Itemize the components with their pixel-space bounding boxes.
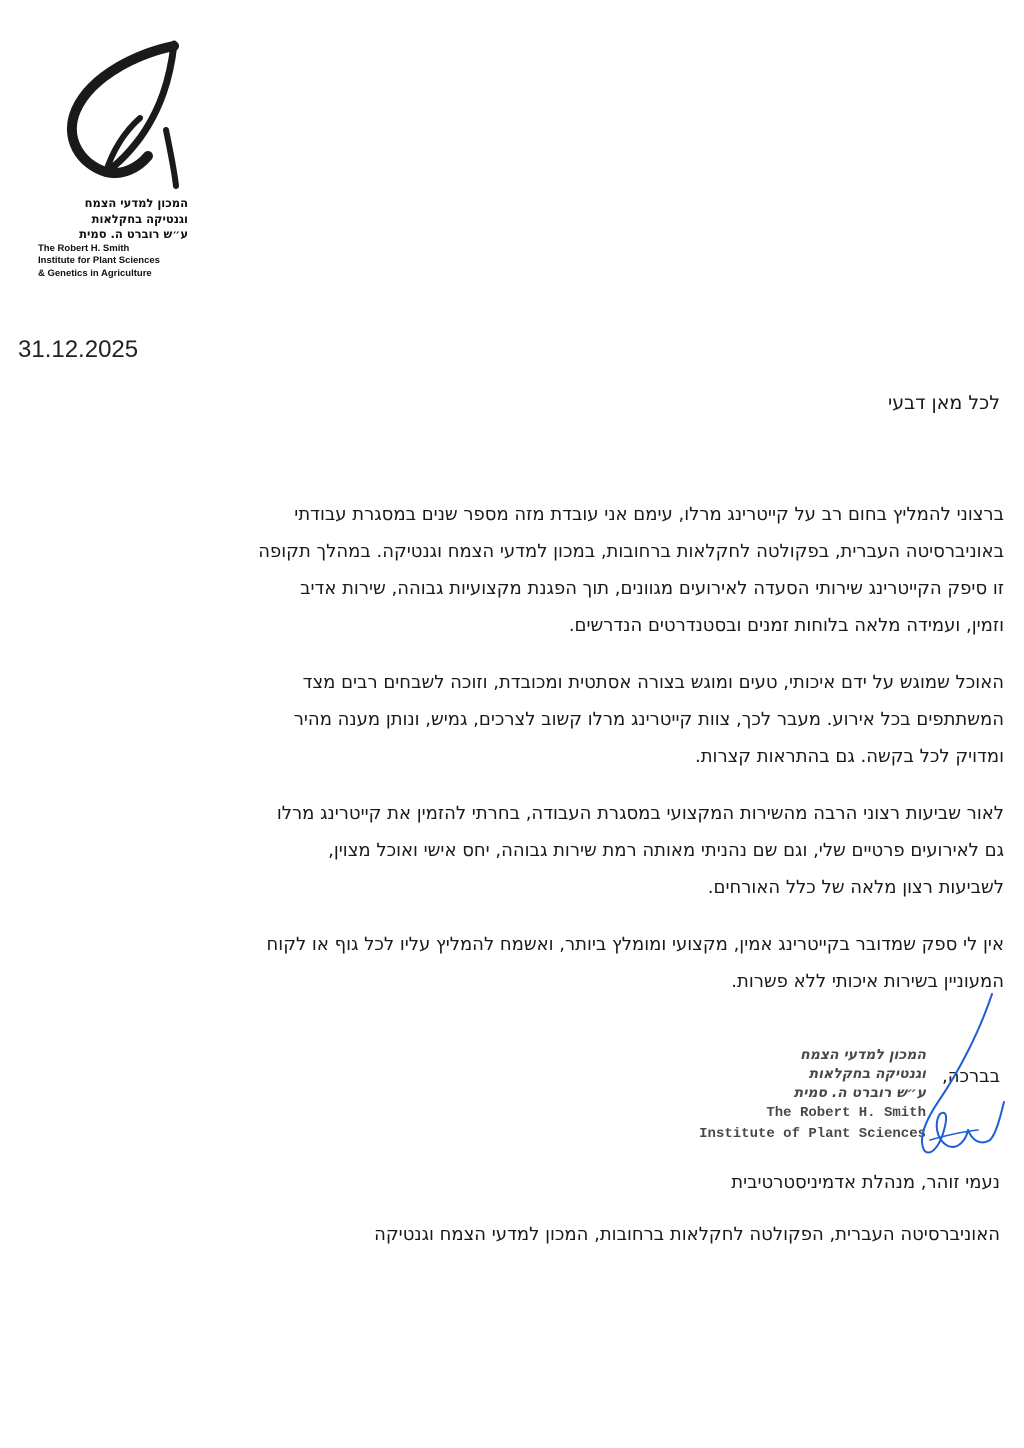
paragraph-line: המשתתפים בכל אירוע. מעבר לכך, צוות קייטרינג מרלו קשוב לצרכים, גמיש, ונותן מענה מהיר xyxy=(293,709,1004,730)
paragraph-line: גם לאירועים פרטיים שלי, וגם שם נהניתי מאותה רמת שירות גבוהה, יחס אישי ואוכל מצוין, xyxy=(328,840,1004,861)
stamp-english-line: The Robert H. Smith xyxy=(766,1105,926,1121)
stamp-hebrew-line: המכון למדעי הצמח xyxy=(800,1047,926,1063)
logo-english-line: & Genetics in Agriculture xyxy=(38,267,152,279)
paragraph-line: לאור שביעות רצוני הרבה מהשירות המקצועי במסגרת העבודה, בחרתי להזמין את קייטרינג מרלו xyxy=(276,803,1004,824)
letter-closing: בברכה, xyxy=(942,1066,1000,1087)
logo-english-line: The Robert H. Smith xyxy=(38,242,130,254)
logo-hebrew-line: וגנטיקה בחקלאות xyxy=(91,211,188,226)
letter-body xyxy=(18,496,1004,1020)
paragraph-line: זו סיפק הקייטרינג שירותי הסעדה לאירועים מגוונים, תוך הפגנת מקצועיות גבוהה, שירות אדיב xyxy=(300,578,1004,599)
paragraph-line: ברצוני להמליץ בחום רב על קייטרינג מרלו, עימם אני עובדת מזה מספר שנים במסגרת עבודתי xyxy=(294,504,1004,525)
paragraph-line: האוכל שמוגש על ידם איכותי, טעים ומוגש בצורה אסתטית ומכובדת, וזוכה לשבחים רבים מצד xyxy=(302,672,1004,693)
paragraph xyxy=(18,496,1004,644)
letter-signer: נעמי זוהר, מנהלת אדמיניסטרטיבית xyxy=(731,1172,1000,1193)
letter-footer-affiliation: האוניברסיטה העברית, הפקולטה לחקלאות ברחובות, המכון למדעי הצמח וגנטיקה xyxy=(374,1224,1000,1245)
paragraph-line: וזמין, ועמידה מלאה בלוחות זמנים ובסטנדרטים הנדרשים. xyxy=(568,615,1004,636)
logo-english-line: Institute for Plant Sciences xyxy=(38,255,160,266)
paragraph-line: המעוניין בשירות איכותי ללא פשרות. xyxy=(731,971,1004,992)
paragraph-line: ומדויק לכל בקשה. גם בהתראות קצרות. xyxy=(694,746,1004,767)
paragraph xyxy=(18,795,1004,906)
stamp-hebrew-line: ע״ש רוברט ה. סמית xyxy=(793,1085,926,1101)
stamp-english-line: Institute of Plant Sciences xyxy=(699,1126,926,1142)
institute-stamp xyxy=(676,1046,926,1145)
paragraph-line: באוניברסיטה העברית, בפקולטה לחקלאות ברחובות, במכון למדעי הצמח וגנטיקה. במהלך תקופה xyxy=(258,541,1004,562)
paragraph-line: לשביעות רצון מלאה של כלל האורחים. xyxy=(707,877,1004,898)
logo-hebrew-line: המכון למדעי הצמח xyxy=(84,196,188,210)
paragraph-line: אין לי ספק שמדובר בקייטרינג אמין, מקצועי ומומלץ ביותר, ואשמח להמליץ עליו לכל גוף או לקוח xyxy=(266,934,1004,955)
institute-logo-text xyxy=(38,196,188,280)
leaf-logo-icon xyxy=(62,40,182,190)
letter-greeting: לכל מאן דבעי xyxy=(887,392,1000,414)
handwritten-signature-icon xyxy=(900,990,1010,1190)
stamp-hebrew-line: וגנטיקה בחקלאות xyxy=(808,1066,926,1082)
paragraph xyxy=(18,926,1004,1000)
logo-hebrew-line: ע״ש רוברט ה. סמית xyxy=(79,227,188,241)
letter-date: 31.12.2025 xyxy=(18,336,139,363)
paragraph xyxy=(18,664,1004,775)
